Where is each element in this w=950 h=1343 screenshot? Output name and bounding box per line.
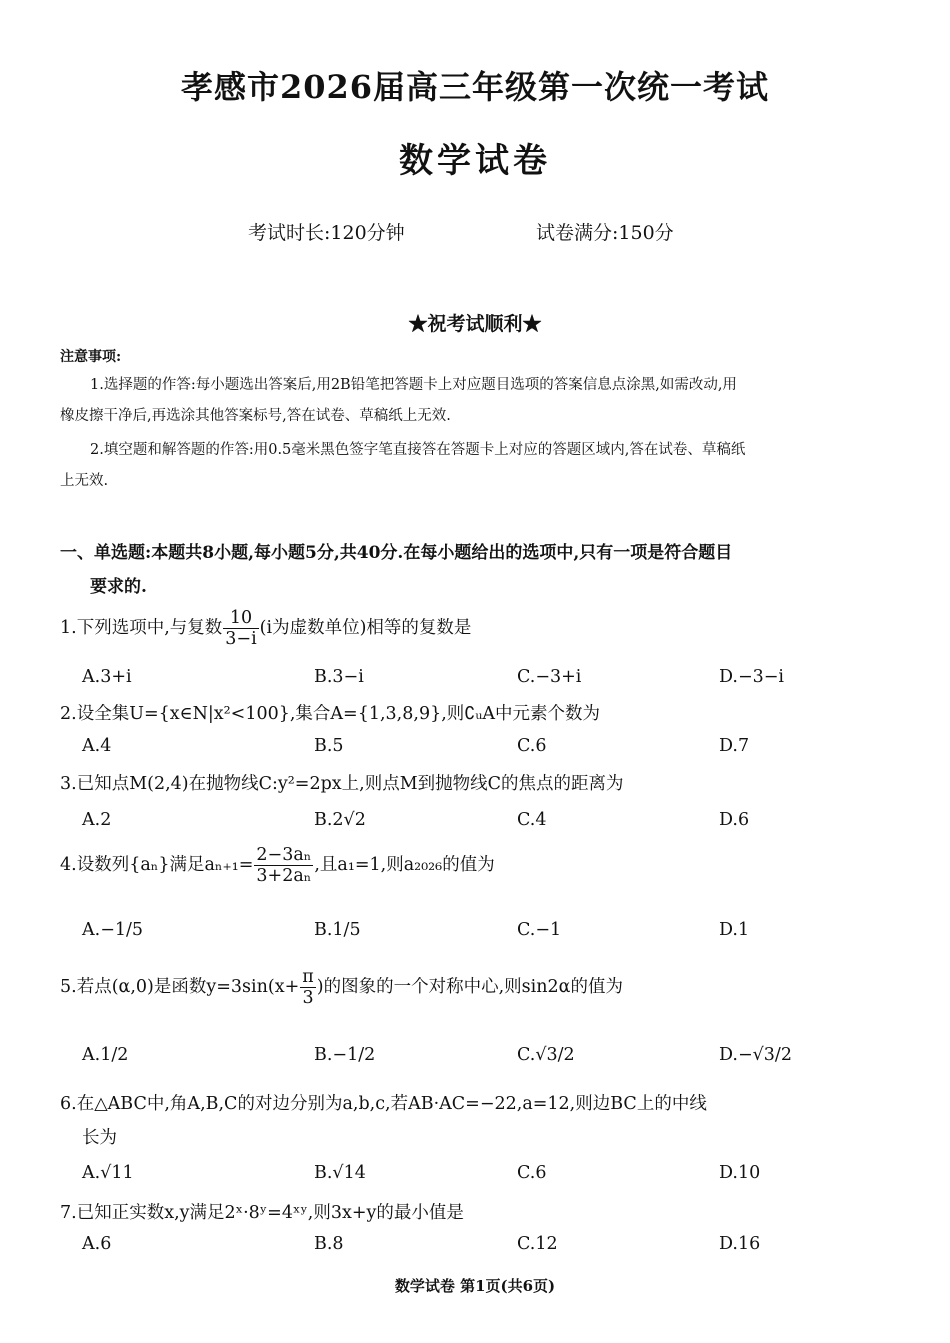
question-3-stem: 3.已知点M(2,4)在抛物线C:y²=2px上,则点M到抛物线C的焦点的距离为 xyxy=(60,774,624,794)
question-5-option-d: D.−√3/2 xyxy=(719,1045,792,1065)
question-1-option-b: B.3−i xyxy=(314,667,364,687)
question-2-stem: 2.设全集U={x∈N|x²<100},集合A={1,3,8,9},则∁ᵤA中元素个数为 xyxy=(60,704,601,724)
exam-full-score: 试卷满分:150分 xyxy=(536,222,674,244)
question-7-option-a: A.6 xyxy=(82,1234,112,1254)
question-1-stem: 1.下列选项中,与复数 $\frac{10}{3-i}$ (i为虚数单位)相等的复数是 xyxy=(60,608,472,649)
question-3-option-d: D.6 xyxy=(719,810,750,830)
question-6-option-b: B.√14 xyxy=(314,1163,366,1183)
page-footer: 数学试卷 第1页(共6页) xyxy=(394,1277,556,1295)
notice-item-2-line-2: 上无效. xyxy=(60,473,109,489)
question-4-option-a: A.−1/5 xyxy=(82,920,144,940)
question-5-option-b: B.−1/2 xyxy=(314,1045,376,1065)
section-1-heading-cont: 要求的. xyxy=(90,577,147,597)
fraction: $\frac{\pi}{3}$ xyxy=(302,967,314,1008)
exam-subtitle: 数学试卷 xyxy=(399,141,551,181)
question-4-option-c: C.−1 xyxy=(517,920,562,940)
good-luck-banner: ★祝考试顺利★ xyxy=(408,313,542,335)
question-6-option-d: D.10 xyxy=(719,1163,761,1183)
question-1-option-c: C.−3+i xyxy=(517,667,582,687)
question-4-option-b: B.1/5 xyxy=(314,920,361,940)
question-6-stem: 6.在△ABC中,角A,B,C的对边分别为a,b,c,若AB·AC=−22,a=12,则边BC上的中线 xyxy=(60,1094,707,1114)
section-1-heading: 一、单选题:本题共8小题,每小题5分,共40分.在每小题给出的选项中,只有一项是符合题目 xyxy=(60,543,733,563)
question-7-option-b: B.8 xyxy=(314,1234,344,1254)
exam-title: 孝感市2026届高三年级第一次统一考试 xyxy=(180,68,770,106)
fraction: $\frac{\text{2−3aₙ}}{\text{3+2aₙ}}$ xyxy=(256,845,312,886)
question-5-stem: 5.若点(α,0)是函数y=3sin(x+ $\frac{\pi}{3}$ )的图象的一个对称中心,则sin2α的值为 xyxy=(60,967,623,1008)
question-4-stem: 4.设数列{aₙ}满足aₙ₊₁= $\frac{\text{2−3aₙ}}{\text{3+2aₙ}}$ ,且a₁=1,则a₂₀₂₆的值为 xyxy=(60,845,495,886)
question-2-option-d: D.7 xyxy=(719,736,750,756)
question-3-option-a: A.2 xyxy=(82,810,112,830)
question-7-option-d: D.16 xyxy=(719,1234,761,1254)
question-7-option-c: C.12 xyxy=(517,1234,558,1254)
question-5-option-a: A.1/2 xyxy=(82,1045,129,1065)
question-7-stem: 7.已知正实数x,y满足2ˣ·8ʸ=4ˣʸ,则3x+y的最小值是 xyxy=(60,1203,464,1223)
question-1-option-a: A.3+i xyxy=(82,667,132,687)
notice-item-1-line-1: 1.选择题的作答:每小题选出答案后,用2B铅笔把答题卡上对应题目选项的答案信息点涂黑,如需改动,用 xyxy=(90,377,737,393)
question-2-option-c: C.6 xyxy=(517,736,547,756)
question-4-option-d: D.1 xyxy=(719,920,750,940)
question-3-option-b: B.2√2 xyxy=(314,810,366,830)
question-6-option-a: A.√11 xyxy=(82,1163,134,1183)
notice-item-1-line-2: 橡皮擦干净后,再选涂其他答案标号,答在试卷、草稿纸上无效. xyxy=(60,408,451,424)
question-2-option-b: B.5 xyxy=(314,736,344,756)
question-5-option-c: C.√3/2 xyxy=(517,1045,575,1065)
question-1-option-d: D.−3−i xyxy=(719,667,785,687)
question-6-option-c: C.6 xyxy=(517,1163,547,1183)
question-3-option-c: C.4 xyxy=(517,810,547,830)
question-6-stem-cont: 长为 xyxy=(82,1128,117,1148)
exam-duration: 考试时长:120分钟 xyxy=(248,222,405,244)
notice-heading: 注意事项: xyxy=(60,349,122,365)
notice-item-2-line-1: 2.填空题和解答题的作答:用0.5毫米黑色签字笔直接答在答题卡上对应的答题区域内,答在试卷、草稿纸 xyxy=(90,442,746,458)
fraction: $\frac{10}{3-i}$ xyxy=(225,608,257,649)
question-2-option-a: A.4 xyxy=(82,736,112,756)
